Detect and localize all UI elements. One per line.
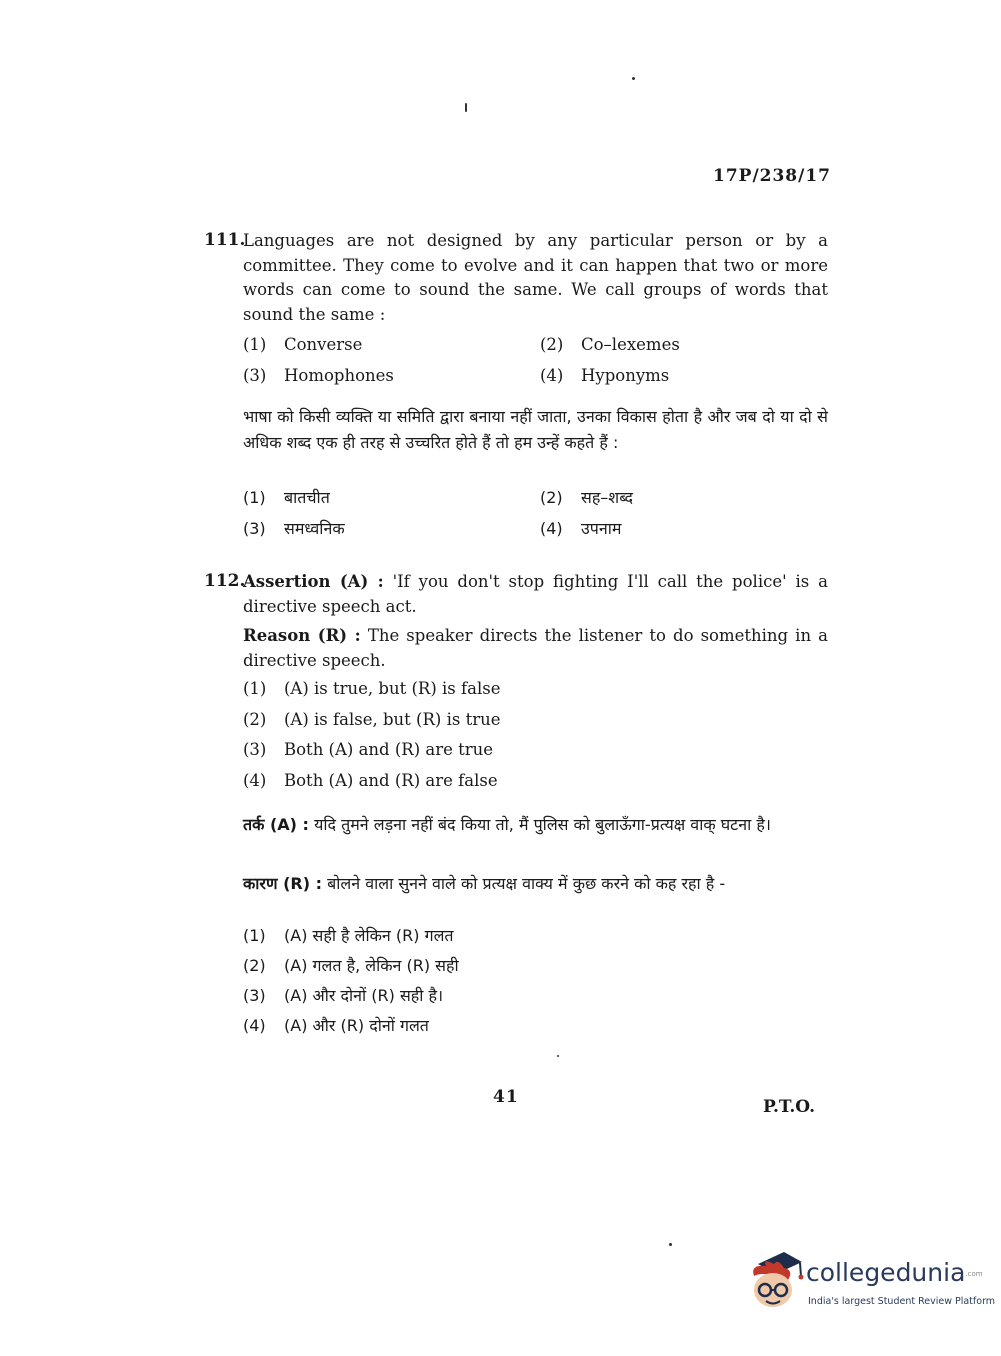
option[interactable]	[243, 679, 500, 698]
option[interactable]	[243, 740, 493, 759]
option[interactable]	[540, 486, 633, 508]
option-label: उपनाम	[581, 519, 622, 538]
assertion-label-hi: तर्क (A) :	[243, 815, 309, 834]
option-number: (2)	[243, 710, 267, 729]
assertion-label: Assertion (A) :	[243, 572, 384, 591]
option-number: (3)	[243, 740, 267, 759]
scan-speck	[632, 77, 635, 80]
question-text-en: Languages are not designed by any particular person or by a committee. They come to evolve and it can happen that two or more words can come to sound the same. We call groups of words that sound the same :	[243, 231, 828, 324]
option[interactable]	[243, 771, 498, 790]
option-label: (A) और दोनों (R) सही है।	[284, 986, 444, 1005]
option-number: (3)	[243, 366, 267, 385]
option[interactable]	[243, 335, 362, 354]
option-number: (1)	[243, 679, 267, 698]
assertion-text-hi: यदि तुमने लड़ना नहीं बंद किया तो, मैं पुलिस को बुलाऊँगा-प्रत्यक्ष वाक् घटना है।	[314, 815, 771, 834]
question-number: 111.	[204, 230, 246, 250]
option-label: Homophones	[284, 366, 394, 385]
reason-text-hi: बोलने वाला सुनने वाले को प्रत्यक्ष वाक्य में कुछ करने को कह रहा है -	[327, 874, 726, 893]
reason-en	[243, 624, 828, 673]
pto-label: P.T.O.	[763, 1097, 815, 1117]
option-number: (1)	[243, 488, 266, 507]
option-label: Hyponyms	[581, 366, 670, 385]
option-label: बातचीत	[284, 488, 330, 507]
option-label: (A) is false, but (R) is true	[284, 710, 501, 729]
option-number: (4)	[243, 1016, 266, 1035]
graduate-mascot-icon	[744, 1250, 804, 1312]
brand-suffix: .com	[965, 1270, 983, 1278]
reason-text: The speaker directs the listener to do something in a directive speech.	[243, 626, 828, 670]
scan-speck	[557, 1055, 559, 1057]
option[interactable]	[243, 954, 459, 976]
option[interactable]	[243, 710, 500, 729]
option[interactable]	[243, 984, 443, 1006]
page-number: 41	[493, 1087, 519, 1107]
option[interactable]	[540, 335, 680, 354]
reason-label-hi: कारण (R) :	[243, 874, 323, 893]
option[interactable]	[540, 366, 669, 385]
brand-text: collegedunia	[806, 1258, 966, 1287]
option[interactable]	[243, 517, 345, 539]
option-label: (A) is true, but (R) is false	[284, 679, 501, 698]
option[interactable]	[243, 366, 394, 385]
option-label: Both (A) and (R) are true	[284, 740, 494, 759]
option-label: Converse	[284, 335, 363, 354]
option-number: (3)	[243, 986, 266, 1005]
option-number: (4)	[540, 366, 564, 385]
option[interactable]	[243, 924, 454, 946]
option-number: (1)	[243, 926, 266, 945]
option-label: सह–शब्द	[581, 488, 634, 507]
option-label: Both (A) and (R) are false	[284, 771, 498, 790]
assertion-hi	[243, 812, 828, 838]
option-label: समध्वनिक	[284, 519, 345, 538]
option-number: (2)	[540, 488, 563, 507]
option-label: (A) गलत है, लेकिन (R) सही	[284, 956, 459, 975]
assertion-text: 'If you don't stop fighting I'll call the police' is a directive speech act.	[243, 572, 828, 616]
option-number: (4)	[540, 519, 563, 538]
brand-name	[806, 1258, 983, 1287]
option-number: (2)	[540, 335, 564, 354]
scan-speck	[669, 1243, 672, 1246]
option[interactable]	[540, 517, 621, 539]
paper-code: 17P/238/17	[713, 166, 832, 186]
collegedunia-logo	[744, 1250, 996, 1322]
option-label: (A) और (R) दोनों गलत	[284, 1016, 429, 1035]
option[interactable]	[243, 486, 330, 508]
reason-label: Reason (R) :	[243, 626, 361, 645]
question-number: 112.	[204, 571, 246, 591]
option-number: (1)	[243, 335, 267, 354]
option-label: Co–lexemes	[581, 335, 680, 354]
option-number: (2)	[243, 956, 266, 975]
option-label: (A) सही है लेकिन (R) गलत	[284, 926, 454, 945]
option-number: (4)	[243, 771, 267, 790]
scan-speck	[465, 103, 467, 112]
reason-hi	[243, 871, 828, 897]
question-text-hi: भाषा को किसी व्यक्ति या समिति द्वारा बनाया नहीं जाता, उनका विकास होता है और जब दो या दो से अधिक शब्द एक ही तरह से उच्चरित होते हैं तो हम उन्हें कहते हैं :	[243, 407, 828, 452]
assertion-en	[243, 570, 828, 619]
brand-tagline: India's largest Student Review Platform	[808, 1296, 996, 1307]
option-number: (3)	[243, 519, 266, 538]
option[interactable]	[243, 1014, 429, 1036]
